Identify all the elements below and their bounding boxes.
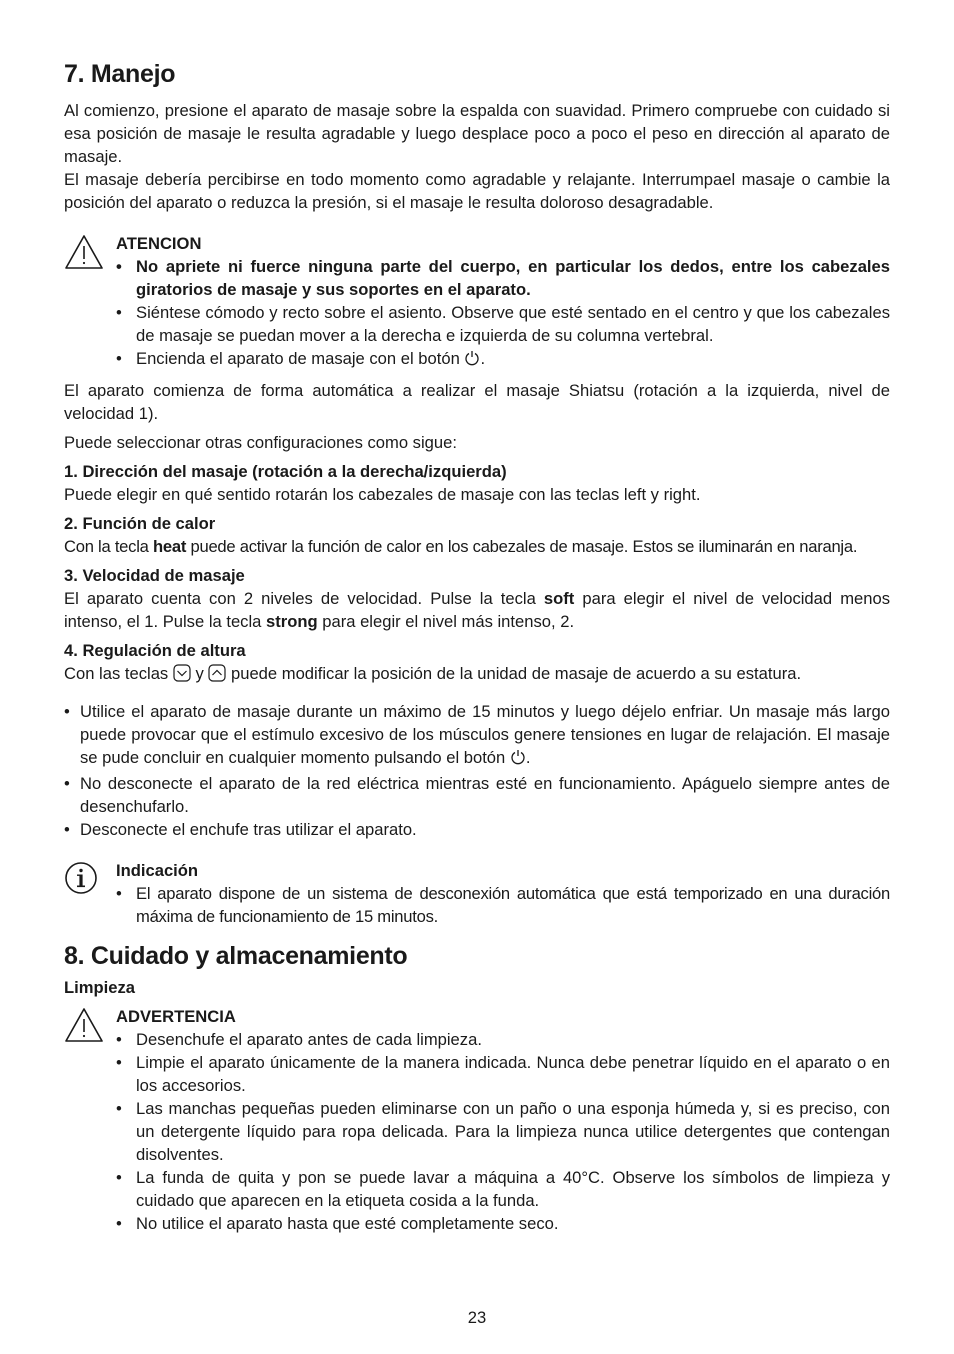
advertencia-notice xyxy=(64,1005,890,1235)
indicacion-title: Indicación xyxy=(116,861,199,880)
setting-title: 3. Velocidad de masaje xyxy=(64,566,245,585)
setting-text xyxy=(64,587,890,633)
indicacion-list xyxy=(116,882,890,928)
text-part: y xyxy=(190,664,209,683)
strong-key-label: strong xyxy=(266,612,318,631)
usage-bullets xyxy=(64,700,890,841)
advertencia-item: • No utilice el aparato hasta que esté completamente seco. xyxy=(116,1212,890,1235)
info-circle-icon xyxy=(64,861,98,901)
atencion-notice xyxy=(64,232,890,373)
limpieza-subheading: Limpieza xyxy=(64,978,136,997)
heat-key-label: heat xyxy=(153,537,187,556)
warning-triangle-icon xyxy=(64,234,104,276)
text-part: para elegir el nivel de velocidad menos intenso, el 1. Pulse la tecla xyxy=(64,589,890,631)
setting-text: Puede elegir en qué sentido rotarán los cabezales de masaje con las teclas left y right. xyxy=(64,485,701,504)
usage-bullet-end: . xyxy=(525,748,531,767)
atencion-item-end: . xyxy=(480,349,486,368)
atencion-item xyxy=(116,347,890,373)
warning-triangle-icon xyxy=(64,1007,104,1049)
up-key-icon xyxy=(208,664,226,688)
usage-bullet xyxy=(64,700,890,772)
advertencia-item: • Desenchufe el aparato antes de cada limpieza. xyxy=(116,1028,890,1051)
setting-title: 2. Función de calor xyxy=(64,514,216,533)
advertencia-item: • Limpie el aparato únicamente de la manera indicada. Nunca debe penetrar líquido en el aparato o en los accesorios. xyxy=(116,1051,890,1097)
section-7-heading: 7. Manejo xyxy=(64,60,176,88)
setting-text xyxy=(64,535,890,558)
text-part: Con la tecla xyxy=(64,537,153,556)
setting-heat xyxy=(64,512,890,558)
down-key-icon xyxy=(173,664,191,688)
atencion-item: • No apriete ni fuerce ninguna parte del cuerpo, en particular los dedos, entre los cabezales giratorios de masaje y sus soportes en el aparato. xyxy=(116,255,890,301)
auto-start-text: El aparato comienza de forma automática a realizar el masaje Shiatsu (rotación a la izquierda, nivel de velocidad 1). xyxy=(64,381,890,423)
setting-height xyxy=(64,639,890,688)
advertencia-item: • Las manchas pequeñas pueden eliminarse con un paño o una esponja húmeda y, si es preciso, con un detergente líquido para ropa delicada. Para la limpieza nunca utilice detergentes que contengan disolventes. xyxy=(116,1097,890,1166)
advertencia-list xyxy=(116,1028,890,1235)
power-icon xyxy=(510,749,526,772)
setting-speed xyxy=(64,564,890,633)
setting-text xyxy=(64,662,890,688)
text-part: puede activar la función de calor en los cabezales de masaje. Estos se iluminarán en naranja. xyxy=(186,537,858,556)
intro-paragraph-1: Al comienzo, presione el aparato de masaje sobre la espalda con suavidad. Primero compruebe con cuidado si esa posición de masaje le resulta agradable y luego desplace poco a poco el peso en dirección al aparato de masaje. xyxy=(64,101,890,166)
select-intro: Puede seleccionar otras configuraciones como sigue: xyxy=(64,433,457,452)
text-part: puede modificar la posición de la unidad de masaje de acuerdo a su estatura. xyxy=(226,664,802,683)
advertencia-title: ADVERTENCIA xyxy=(116,1007,236,1026)
setting-title: 1. Dirección del masaje (rotación a la derecha/izquierda) xyxy=(64,462,507,481)
indicacion-notice xyxy=(64,859,890,928)
atencion-list xyxy=(116,255,890,373)
text-part: para elegir el nivel más intenso, 2. xyxy=(317,612,575,631)
advertencia-item: • La funda de quita y pon se puede lavar a máquina a 40°C. Observe los símbolos de limpieza y cuidado que aparecen en la etiqueta cosida a la funda. xyxy=(116,1166,890,1212)
atencion-title: ATENCION xyxy=(116,234,202,253)
indicacion-item: • El aparato dispone de un sistema de desconexión automática que está temporizado en una duración máxima de funcionamiento de 15 minutos. xyxy=(116,882,890,928)
setting-title: 4. Regulación de altura xyxy=(64,641,246,660)
usage-bullet: • No desconecte el aparato de la red eléctrica mientras esté en funcionamiento. Apáguelo siempre antes de desenchufarlo. xyxy=(64,772,890,818)
atencion-item-text: Encienda el aparato de masaje con el botón xyxy=(136,349,460,368)
atencion-item: • Siéntese cómodo y recto sobre el asiento. Observe que esté sentado en el centro y que los cabezales de masaje se puedan mover a la derecha e izquierda de su columna vertebral. xyxy=(116,301,890,347)
page xyxy=(64,58,890,1235)
usage-bullet-text: Utilice el aparato de masaje durante un máximo de 15 minutos y luego déjelo enfriar. Un masaje más largo puede provocar que el estímulo excesivo de los músculos genere tensiones en lugar de relajación. El masaje se pude concluir en cualquier momento pulsando el botón xyxy=(80,702,890,767)
usage-bullet: • Desconecte el enchufe tras utilizar el aparato. xyxy=(64,818,890,841)
page-number: 23 xyxy=(467,1308,487,1327)
text-part: El aparato cuenta con 2 niveles de velocidad. Pulse la tecla xyxy=(64,589,544,608)
setting-direction xyxy=(64,460,890,506)
power-icon xyxy=(464,350,480,373)
section-8-heading: 8. Cuidado y almacenamiento xyxy=(64,942,408,970)
text-part: Con las teclas xyxy=(64,664,169,683)
intro-paragraph-2: El masaje debería percibirse en todo momento como agradable y relajante. Interrumpael masaje o cambie la posición del aparato o reduzca la presión, si el masaje le resulta doloroso desagradable. xyxy=(64,170,890,212)
soft-key-label: soft xyxy=(543,589,575,608)
